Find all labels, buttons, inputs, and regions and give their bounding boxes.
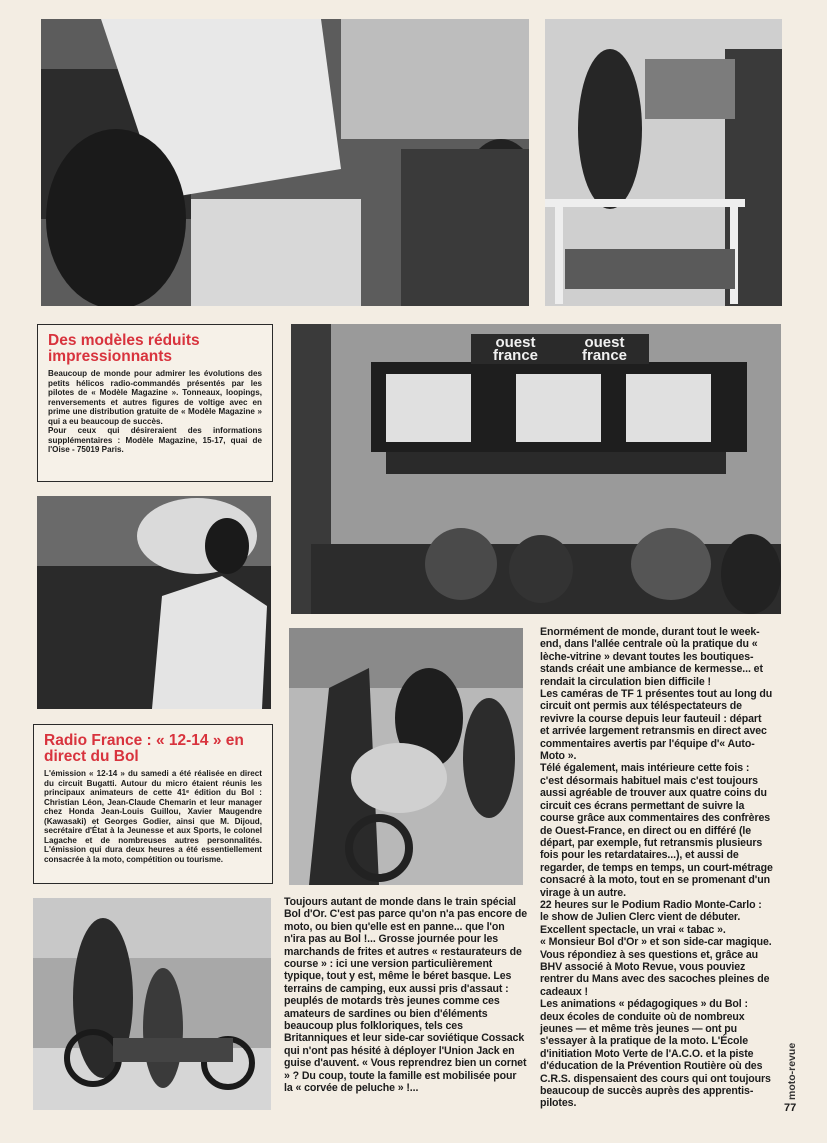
sidebar-box-models [37,324,273,482]
box-radio-title: Radio France : « 12-14 » en direct du Bol [44,732,244,765]
photo-singer-image [37,496,271,709]
article-right-p6: Les animations « pédagogiques » du Bol : deux écoles de conduite où de nombreux jeunes — et même très jeunes — ont pu s'essayer à la pratique de la moto. L'École d'initiation Moto Verte de l'A.C.O. et la piste d'éducation de la Prévention Routière où des C.R.S. dispensaient des cours qui ont toujours beaucoup de succès auprès des apprentis-pilotes. [540,998,771,1110]
photo-stands [41,19,529,306]
photo-camera-crew-image [545,19,782,306]
photo-bikers-image [289,628,523,885]
sign-brand-left: ouest france [492,334,539,364]
article-right-p4: 22 heures sur le Podium Radio Monte-Carlo : le show de Julien Clerc vient de débuter. Excellent spectacle, un vrai « tabac ». [540,898,762,936]
box-models-text: Beaucoup de monde pour admirer les évolutions des petits hélicos radio-commandés présentés par les pilotes de « Modèle Magazine ». Tonneaux, loopings, renversements et autres figures de voltige avec en prime une distribution gratuite de « Modèle Magazine » qui a eu beaucoup de succès. [48,369,262,426]
photo-motorcycle [33,898,271,1110]
photo-screens [291,324,781,614]
sidebar-box-radio-france [33,724,273,884]
article-right-p5: « Monsieur Bol d'Or » et son side-car magique. Vous répondiez à ses questions et, grâce au BHV associé à Moto Revue, vous pouviez rentrer du Mans avec des sacoches pleines de cadeaux ! [540,936,772,998]
photo-motorcycle-image [33,898,271,1110]
article-right-p2: Les caméras de TF 1 présentes tout au long du circuit ont permis aux téléspectateurs de revivre la course depuis leur fauteuil : départ et arrivée largement retransmis en direct avec commentaires avertis par l'équipe d'« Auto-Moto ». [540,688,773,763]
photo-bikers [289,628,523,885]
article-right-p3: Télé également, mais intérieure cette fois : c'est désormais habituel mais c'est toujours aussi agréable de trouver aux quatre coins du circuit ces écrans permettant de suivre la course grâce aux commentaires des confrères de Ouest-France, en direct ou en différé (le départ, par exemple, fut retransmis plusieurs fois pour les retardataires...), et aussi de regarder, de temps en temps, un court-métrage consacré à la moto, tout en se promenant d'un virage à un autre. [540,762,773,899]
page-number: 77 [784,1102,797,1114]
photo-camera-crew [545,19,782,306]
box-radio-text: L'émission « 12-14 » du samedi a été réalisée en direct du circuit Bugatti. Autour du micro étaient réunis les principaux animateurs de cette 41ᵉ édition du Bol : Christian Léon, Jean-Claude Chemarin et leur manager chez Honda Jean-Louis Guillou, Xavier Maugendre (Kawasaki) et Georges Godier, ainsi que M. Dijoud, secrétaire d'État à la Jeunesse et aux Sports, le colonel Lagache et de nombreuses autres personnalités. L'émission qui dura deux heures a été essentiellement consacrée à la moto, compétition ou tourisme. [44,769,262,864]
magazine-name: moto-revue [786,1042,798,1100]
box-models-title: Des modèles réduits impressionnants [48,332,200,365]
article-right-p1: Enormément de monde, durant tout le week-end, dans l'allée centrale où la pratique du « lèche-vitrine » devant toutes les boutiques-stands créait une ambiance de kermesse... et rendait la circulation bien difficile ! [540,626,763,688]
photo-stands-image [41,19,529,306]
photo-screens-image [291,324,781,614]
article-column-right [540,626,773,1110]
article-middle-text: Toujours autant de monde dans le train spécial Bol d'Or. C'est pas parce qu'on n'a pas encore de moto, ou bien qu'elle est en panne... que l'on n'ira pas au Bol !... Grosse journée pour les marchands de frites et autres « restaurateurs de course » : ici une version particulièrement typique, tout y est, même le béret basque. Les terrains de camping, eux aussi pris d'assaut : peuplés de motards très jeunes comme ces amateurs de sardines ou bien d'éléments beaucoup plus folkloriques, tels ces Britanniques et leur side-car soviétique Cossack qui n'ont pas hésité à déployer l'Union Jack en guise d'auvent. « Vous reprendrez bien un cornet » ? Du coup, toute la famille est mobilisée pour la « corvée de peluche » !... [284,896,528,1095]
photo-singer [37,496,271,709]
article-column-middle [284,896,527,1095]
screens-sign [471,334,649,364]
sign-brand-right: ouest france [581,334,628,364]
box-models-address: Pour ceux qui désireraient des informations supplémentaires : Modèle Magazine, 15-17, quai de l'Oise - 75019 Paris. [48,426,262,454]
